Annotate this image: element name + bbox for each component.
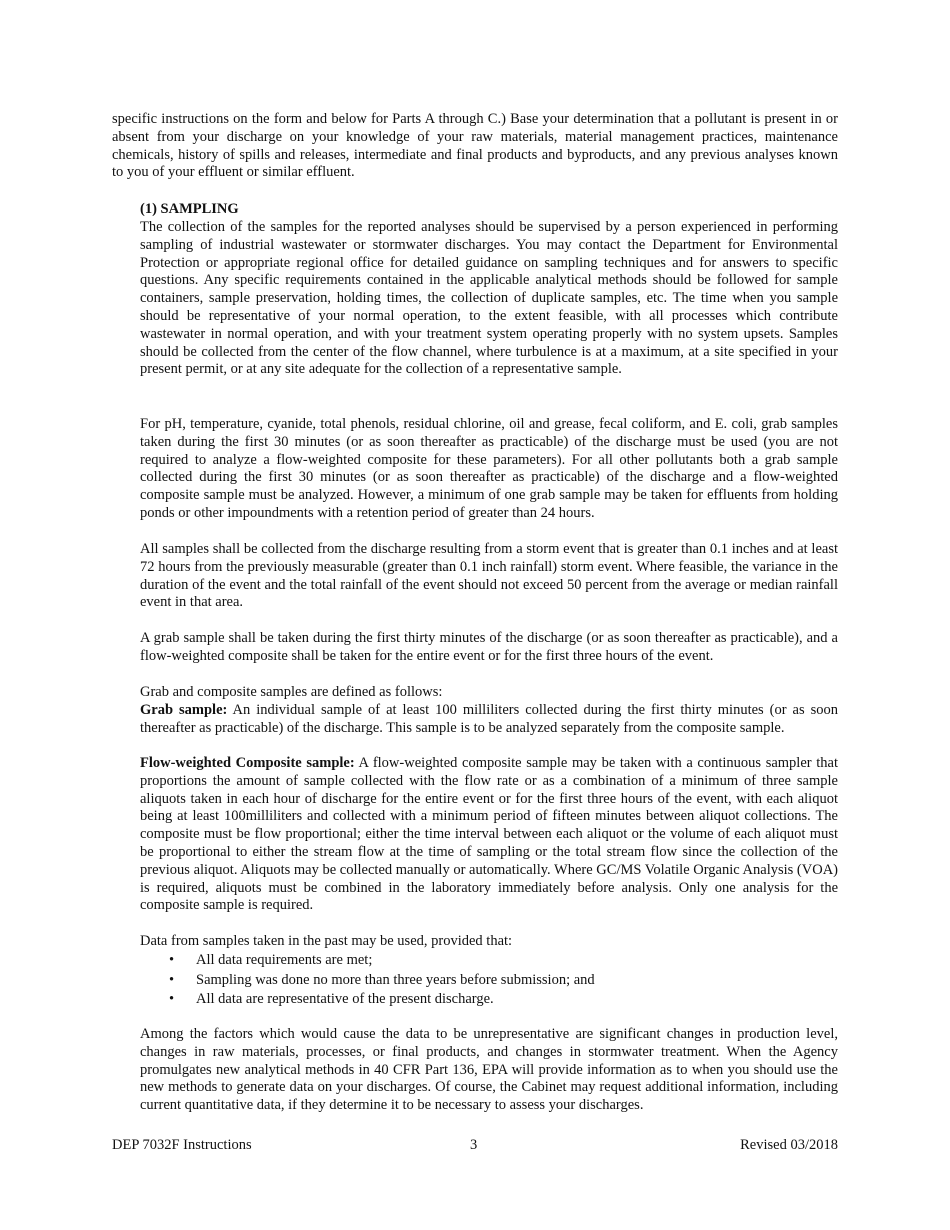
composite-sample-definition [140, 755, 838, 915]
list-item: • Sampling was done no more than three years before submission; and [140, 971, 838, 991]
composite-sample-term: Flow-weighted Composite sample: [140, 755, 355, 771]
sampling-paragraph-2: For pH, temperature, cyanide, total phenols, residual chlorine, oil and grease, fecal coliform, and E. coli, grab samples taken during the first 30 minutes (or as soon thereafter as practicable) of the discharge must be used (you are not required to analyze a flow-weighted composite for these parameters). For all other pollutants both a grab sample collected during the first 30 minutes (or as soon thereafter as practicable) of the discharge and a flow-weighted composite sample must be analyzed. However, a minimum of one grab sample may be taken for effluents from holding ponds or other impoundments with a retention period of greater than 24 hours. [140, 416, 838, 521]
sampling-paragraph-4: A grab sample shall be taken during the first thirty minutes of the discharge (or as soon thereafter as practicable), and a flow-weighted composite shall be taken for the entire event or for the first three hours of the event. [140, 630, 838, 664]
grab-sample-definition [140, 702, 838, 738]
grab-sample-text: An individual sample of at least 100 milliliters collected during the first thirty minutes (or as soon thereafter as practicable) of the discharge. This sample is to be analyzed separately from the composite sample. [140, 702, 838, 736]
past-data-intro: Data from samples taken in the past may be used, provided that: [140, 933, 513, 949]
section-heading-sampling: (1) SAMPLING [140, 201, 239, 217]
bullet-icon: • [169, 952, 175, 968]
sampling-paragraph-final: Among the factors which would cause the data to be unrepresentative are significant changes in production level, changes in raw materials, processes, or final products, and changes in stormwater treatment. When the Agency promulgates new analytical methods in 40 CFR Part 136, EPA will provide information as to when you should use the new methods to generate data on your discharges. Of course, the Cabinet may request additional information, including current quantitative data, if they determine it to be necessary to assess your discharges. [140, 1026, 838, 1114]
definitions-intro: Grab and composite samples are defined as follows: [140, 684, 443, 700]
bullet-icon: • [169, 991, 175, 1007]
sampling-paragraph-3: All samples shall be collected from the discharge resulting from a storm event that is greater than 0.1 inches and at least 72 hours from the previously measurable (greater than 0.1 inch rainfall) storm event. Where feasible, the variance in the duration of the event and the total rainfall of the event should not exceed 50 percent from the average or median rainfall event in that area. [140, 541, 838, 611]
list-item: • All data requirements are met; [140, 951, 838, 971]
footer-revision-date: Revised 03/2018 [740, 1137, 838, 1153]
grab-sample-term: Grab sample: [140, 702, 228, 718]
composite-sample-text: A flow-weighted composite sample may be taken with a continuous sampler that proportions the amount of sample collected with the flow rate or as a combination of a minimum of three sample aliquots taken in each hour of discharge for the entire event or for the first three hours of the event, with each aliquot being at least 100milliliters and collected with a minimum period of fifteen minutes between aliquot collections. The composite must be flow proportional; either the time interval between each aliquot or the volume of each aliquot must be proportional to either the stream flow at the time of sampling or the total stream flow since the collection of the previous aliquot. Aliquots may be collected manually or automatically. Where GC/MS Volatile Organic Analysis (VOA) is required, aliquots must be combined in the laboratory immediately before analysis. Only one analysis for the composite sample is required. [140, 755, 838, 914]
footer-form-name: DEP 7032F Instructions [112, 1137, 252, 1153]
bullet-icon: • [169, 971, 175, 988]
past-data-conditions-list [140, 951, 838, 1010]
sampling-paragraph-1: The collection of the samples for the reported analyses should be supervised by a person experienced in performing sampling of industrial wastewater or stormwater discharges. You may contact the Department for Environmental Protection or appropriate regional office for detailed guidance on sampling techniques and for answers to specific questions. Any specific requirements contained in the applicable analytical methods should be followed for sample containers, sample preservation, holding times, the collection of duplicate samples, etc. The time when you sample should be representative of your normal operation, to the extent feasible, with all processes which contribute wastewater in normal operation, and with your treatment system operating properly with no system upsets. Samples should be collected from the center of the flow channel, where turbulence is at a maximum, at a site specified in your present permit, or at any site adequate for the collection of a representative sample. [140, 219, 838, 378]
footer-page-number: 3 [470, 1137, 478, 1153]
intro-paragraph: specific instructions on the form and below for Parts A through C.) Base your determination that a pollutant is present in or absent from your discharge on your knowledge of your raw materials, material management practices, maintenance chemicals, history of spills and releases, intermediate and final products and byproducts, and any previous analyses known to you of your effluent or similar effluent. [112, 111, 838, 181]
list-item: • All data are representative of the present discharge. [140, 990, 838, 1010]
